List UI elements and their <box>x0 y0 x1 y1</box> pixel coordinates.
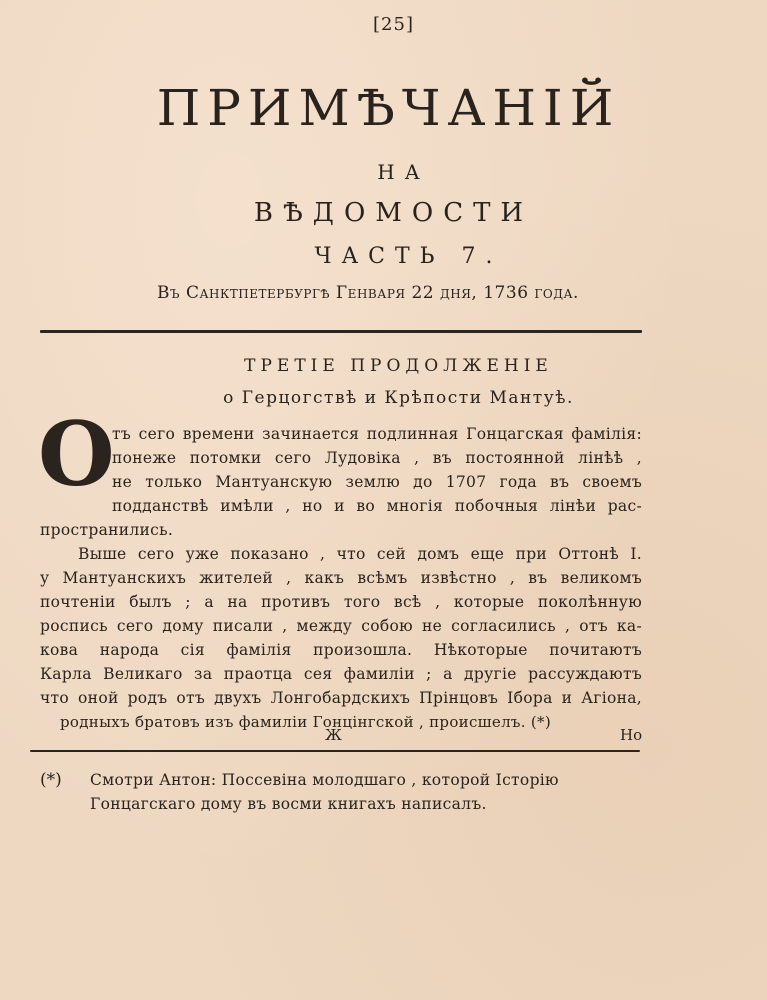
footnote-line: Смотри Антон: Поссевіна молодшаго , которой Історію <box>90 771 559 789</box>
section-title: ТРЕТІЕ ПРОДОЛЖЕНІЕ <box>244 356 553 376</box>
part-number: ЧАСТЬ 7. <box>314 244 503 269</box>
body-line: что оной родъ отъ двухъ Лонгобардскихъ Прінцовъ Ібора и Агіона, <box>40 689 642 707</box>
signature-mark: Ж <box>325 726 342 744</box>
body-line: пространились. <box>40 521 174 539</box>
body-line: кова народа сія фамілія произошла. Нѣкоторые почитаютъ <box>40 641 642 659</box>
title-subject: ВѢДОМОСТИ <box>253 198 534 228</box>
body-line: роспись сего дому писали , между собою не согласились , отъ ка- <box>40 617 642 635</box>
body-line: почтеніи былъ ; а на противъ того всѣ , которые поколѣнную <box>40 593 642 611</box>
footnote-divider <box>30 750 640 752</box>
body-line: понеже потомки сего Лудовіка , въ постоянной лінѣѣ , <box>112 449 642 467</box>
catchword: Но <box>620 726 643 744</box>
page-number: [25] <box>373 14 414 35</box>
section-subtitle: о Герцогствѣ и Крѣпости Мантуѣ. <box>223 388 574 408</box>
header-divider <box>40 330 642 333</box>
dateline: Въ Санктпетербургѣ Генваря 22 дня, 1736 года. <box>157 283 579 303</box>
drop-cap: О <box>38 402 115 506</box>
body-line: Карла Великаго за праотца сея фамиліи ; а другіе рассуждаютъ <box>40 665 642 683</box>
body-line: Выше сего уже показано , что сей домъ еще при Оттонѣ I. <box>78 545 642 563</box>
body-line: не только Мантуанскую землю до 1707 года въ своемъ <box>112 473 642 491</box>
body-line: подданствѣ имѣли , но и во многія побочныя лінѣи рас- <box>112 497 642 515</box>
page-title: ПРИМѢЧАНІЙ <box>156 79 621 137</box>
footnote-marker: (*) <box>40 770 62 790</box>
body-line: тъ сего времени зачинается подлинная Гонцагская фамілія: <box>112 425 642 443</box>
footnote-line: Гонцагскаго дому въ восми книгахъ написалъ. <box>90 795 487 813</box>
title-preposition: НА <box>377 160 430 184</box>
body-line: у Мантуанскихъ жителей , какъ всѣмъ извѣстно , въ великомъ <box>40 569 642 587</box>
body-line: родныхъ братовъ изъ фамиліи Гонцінгской , происшелъ. (*) <box>60 713 551 731</box>
